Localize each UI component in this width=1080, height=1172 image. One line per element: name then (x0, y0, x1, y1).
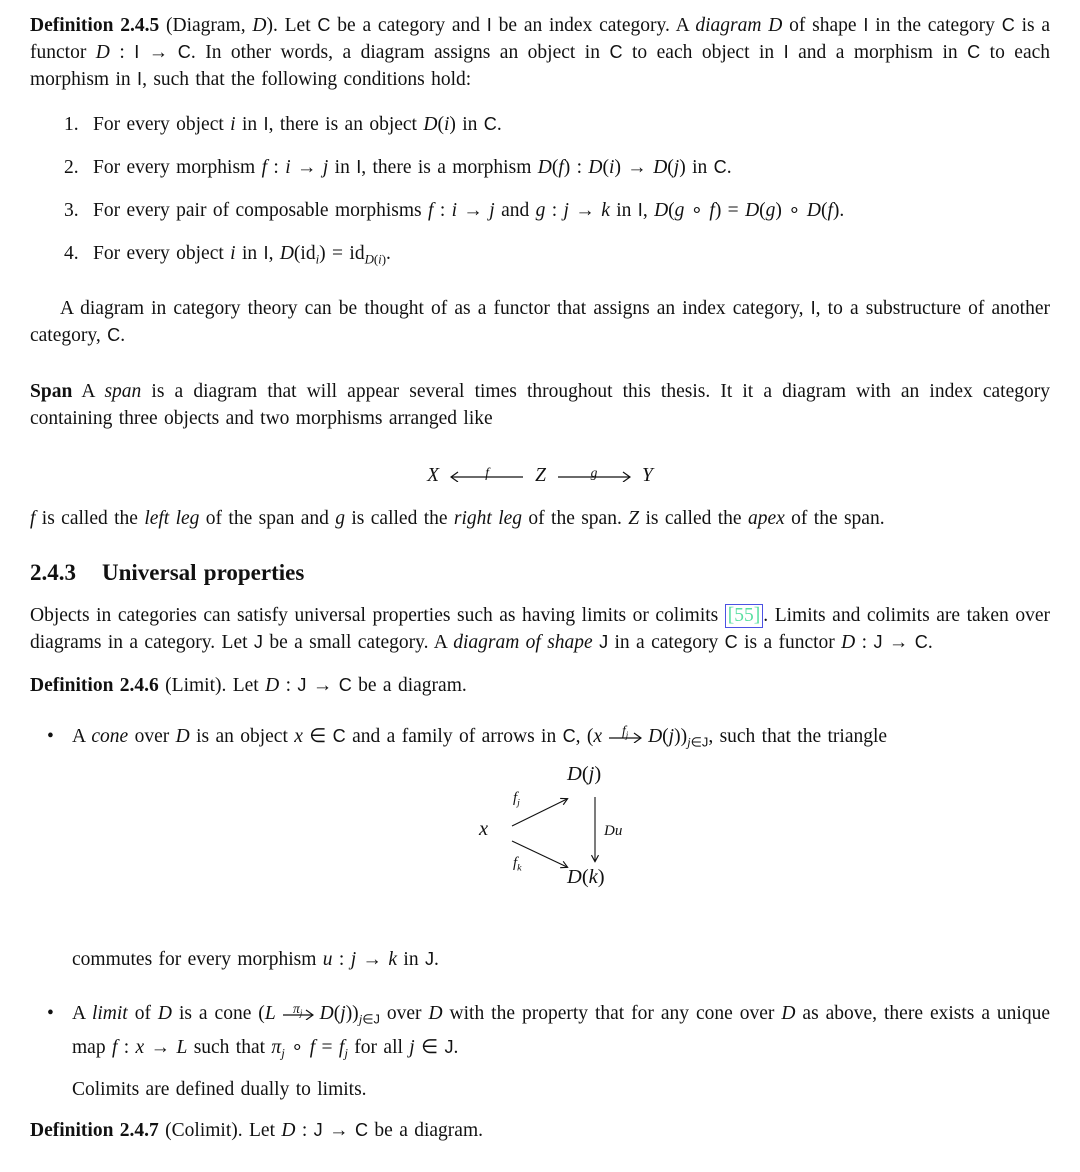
text-segment: in (397, 949, 425, 970)
text-segment: Z (535, 464, 546, 486)
text-segment: u (614, 823, 623, 839)
text-segment: For every pair of composable morphisms (93, 200, 429, 221)
text-segment: → (306, 674, 339, 696)
text-segment: ) (594, 763, 602, 785)
text-segment: L (176, 1036, 188, 1058)
text-segment: For every object (93, 243, 231, 264)
text-segment: j (625, 730, 629, 741)
text-segment: f (30, 507, 36, 529)
text-segment: . (726, 157, 732, 178)
text-segment: D (95, 42, 110, 63)
text-segment: k (517, 862, 522, 874)
text-segment: ) in (449, 114, 484, 135)
citation-link-55[interactable]: [55] (725, 604, 764, 628)
text-segment: → (144, 1036, 177, 1058)
text-segment: of the span. (522, 507, 629, 529)
span-formula (427, 465, 653, 486)
text-segment: span (104, 380, 142, 402)
text-segment: ) → (614, 157, 654, 178)
text-segment: J (599, 631, 609, 652)
text-segment: f (621, 723, 626, 739)
text-segment: , (268, 243, 280, 264)
text-segment: π (293, 1000, 300, 1016)
text-segment: C (562, 725, 576, 746)
text-segment: ( (333, 1003, 341, 1024)
text-segment: D (279, 243, 294, 264)
text-segment: L (264, 1003, 276, 1024)
bullet-marker: • (47, 725, 54, 747)
text-segment: ∈ (690, 735, 702, 749)
text-segment: )) (674, 725, 688, 747)
text-segment: ) : (563, 157, 589, 178)
text-segment: of shape (782, 15, 864, 36)
text-segment: D (654, 200, 669, 221)
list-item-number: 2. (64, 157, 79, 178)
text-segment: is called the (35, 507, 145, 529)
text-segment: , ( (575, 725, 594, 747)
span-display-equation (30, 446, 1050, 490)
left-leg-arrow (450, 463, 524, 490)
text-segment: C (317, 15, 331, 35)
text-segment: j (668, 725, 675, 747)
text-segment: f (338, 1036, 345, 1058)
text-segment: . (386, 243, 391, 264)
text-segment: ∈ (362, 1012, 374, 1027)
text-segment: A (72, 725, 92, 747)
text-segment: → (290, 157, 323, 178)
text-segment: f (709, 200, 715, 221)
text-segment: j (563, 200, 569, 221)
list-item-text (93, 111, 1050, 138)
text-segment: → (356, 949, 389, 970)
paragraph-definition-2-4-7 (30, 1117, 1050, 1144)
text-segment: j (517, 797, 520, 809)
text-segment: : (279, 674, 298, 696)
text-segment: for all (347, 1036, 410, 1058)
text-segment: D (567, 866, 582, 888)
text-segment: Colimits are defined dually to limits. (72, 1079, 367, 1100)
list-item (30, 240, 1050, 274)
text-segment: I (486, 15, 492, 35)
text-segment: is a functor (30, 15, 1051, 63)
text-segment: J (253, 631, 263, 652)
list-item-text (93, 240, 1050, 274)
text-segment: of the span. (784, 507, 885, 529)
text-segment: i (443, 114, 450, 135)
section-number: 2.4.3 (30, 559, 76, 585)
text-segment: . Limits and colimits are taken over diagrams in a category. Let (30, 604, 1050, 653)
text-segment: , there is a morphism (361, 157, 538, 178)
text-segment: D (423, 114, 438, 135)
text-segment: Y (641, 464, 653, 486)
text-segment: I (263, 243, 269, 263)
text-segment: ). Let (266, 15, 318, 36)
text-segment: cone (91, 725, 129, 747)
text-segment: D (653, 157, 668, 178)
text-segment: A diagram in category theory can be thought of as a functor that assigns an index category, (60, 297, 811, 319)
text-segment: is a cone ( (172, 1003, 265, 1024)
text-segment: j (340, 1003, 346, 1024)
paragraph-universal-properties (30, 602, 1050, 656)
text-segment: Objects in categories can satisfy universal properties such as having limits or colimits (30, 604, 725, 626)
text-segment: j (358, 1012, 363, 1027)
text-segment: ( (820, 200, 828, 221)
text-segment: is an object (189, 725, 295, 747)
limit-bullet-item (30, 1000, 1050, 1067)
list-item (30, 111, 1050, 138)
list-item (30, 197, 1050, 224)
text-segment: j (281, 1046, 285, 1060)
text-segment: ( (437, 114, 444, 135)
text-segment: D (806, 200, 821, 221)
text-segment: in (235, 243, 264, 264)
cone-definition-text (72, 723, 1050, 757)
text-segment: i (230, 243, 236, 264)
text-segment: I (783, 42, 789, 62)
text-segment: D (281, 1120, 296, 1141)
text-segment: D (745, 200, 760, 221)
text-segment: ( (602, 157, 610, 178)
text-segment: left leg (144, 507, 200, 529)
text-segment: to each morphism in (30, 42, 1051, 90)
text-segment: in (328, 157, 357, 178)
text-segment: commutes for every morphism (72, 949, 323, 970)
text-segment: : (332, 949, 351, 970)
text-segment: f (558, 157, 564, 178)
text-segment: ) ∘ (775, 200, 807, 221)
text-segment: )) (345, 1003, 359, 1024)
text-segment: f (261, 157, 268, 178)
text-segment: k (601, 200, 610, 221)
list-item (30, 154, 1050, 181)
paragraph-commutes (72, 946, 1050, 973)
text-segment: (Diagram, (166, 15, 253, 36)
text-segment: k (588, 866, 598, 888)
text-segment: ) (381, 252, 387, 267)
text-segment: X (427, 464, 440, 486)
diagram-arrows (455, 766, 675, 916)
text-segment: f (513, 790, 518, 806)
text-segment: . (927, 631, 933, 653)
paragraph-span-legs (30, 505, 1050, 532)
text-segment: be a diagram. (351, 674, 467, 696)
text-segment: : (433, 200, 452, 221)
text-segment: and a family of arrows in (345, 725, 563, 747)
text-segment: is called the (639, 507, 748, 529)
text-segment: . (496, 114, 502, 135)
text-segment: D (567, 763, 582, 785)
list-item-text (93, 197, 1050, 224)
text-segment: ( (581, 866, 589, 888)
text-segment: ( (373, 252, 379, 267)
text-segment: → (568, 200, 602, 221)
text-segment: in a category (608, 631, 725, 653)
text-segment: C (967, 42, 981, 62)
text-segment: j (409, 1036, 415, 1058)
text-segment: . In other words, a diagram assigns an object in (190, 42, 610, 63)
text-segment: is a functor (737, 631, 842, 653)
text-segment: , (642, 200, 655, 221)
text-segment: in (235, 114, 264, 135)
text-segment: and (494, 200, 536, 221)
text-segment: : (109, 42, 135, 63)
text-segment: g (590, 465, 598, 480)
text-segment: ) = id (319, 243, 365, 264)
text-segment: j (299, 1008, 303, 1019)
text-segment: A (72, 1003, 92, 1024)
text-segment: I (134, 42, 140, 62)
diagram-node-x (479, 817, 488, 841)
text-segment: ( (581, 763, 589, 785)
text-segment: ) = (714, 200, 746, 221)
list-item-text (93, 154, 1050, 181)
text-segment: D (265, 674, 280, 696)
text-segment: of (127, 1003, 158, 1024)
text-segment: J (444, 1036, 454, 1057)
text-segment: as above, there exists a unique map (72, 1003, 1051, 1058)
list-item-number: 3. (64, 200, 79, 221)
text-segment: J (373, 1011, 380, 1027)
text-segment: C (338, 674, 352, 695)
text-segment: : (295, 1120, 314, 1141)
paragraph-definition-2-4-5 (30, 12, 1050, 93)
text-segment: → (322, 1120, 355, 1141)
text-segment: u (322, 949, 333, 970)
text-segment: For every object (93, 114, 231, 135)
text-segment: j (673, 157, 680, 178)
text-segment: i (285, 157, 291, 178)
text-segment: J (313, 1120, 323, 1140)
text-segment: , such that the following conditions hold: (142, 69, 472, 90)
bullet-marker: • (47, 1003, 54, 1024)
text-segment: : (267, 157, 286, 178)
text-segment: i (609, 157, 615, 178)
text-segment: and a morphism in (788, 42, 968, 63)
list-item-number: 1. (64, 114, 79, 135)
pij-arrow (282, 1001, 314, 1028)
text-segment: Definition 2.4.6 (30, 674, 166, 696)
right-leg-arrow (557, 463, 631, 490)
text-segment: x (294, 725, 303, 747)
text-segment: diagram D (695, 15, 783, 36)
text-segment: i (230, 114, 236, 135)
text-segment: to each object in (622, 42, 784, 63)
paragraph-definition-2-4-6 (30, 672, 1050, 699)
text-segment: C (1001, 15, 1015, 35)
fj-arrow (608, 724, 642, 751)
text-segment: over (128, 725, 176, 747)
diagram-edge-label-Du (604, 824, 622, 839)
text-segment: x (593, 725, 603, 747)
text-segment: such that (187, 1036, 272, 1058)
text-segment: I (637, 200, 643, 220)
cone-commutative-diagram (455, 763, 675, 916)
text-segment: C (609, 42, 623, 62)
text-segment: x (479, 818, 489, 840)
text-segment: D (157, 1003, 172, 1024)
text-segment: D (588, 157, 603, 178)
text-segment: → (882, 631, 915, 653)
text-segment: in (609, 200, 638, 221)
text-segment: f (513, 855, 518, 871)
text-segment: C (724, 631, 738, 652)
text-segment: ∘ (284, 1036, 310, 1058)
text-segment: ) in (679, 157, 714, 178)
text-segment: , such that the triangle (708, 725, 888, 747)
text-segment: → (457, 200, 490, 221)
text-segment: over (379, 1003, 429, 1024)
text-segment: , there is an object (268, 114, 424, 135)
text-segment: f (309, 1036, 316, 1058)
text-segment: . (120, 324, 126, 346)
paragraph-span (30, 378, 1050, 432)
text-segment: Definition 2.4.7 (30, 1120, 166, 1141)
text-segment: . (434, 949, 439, 970)
text-segment: j (489, 200, 495, 221)
text-segment: ( (667, 157, 674, 178)
paragraph-diagram-intuition (30, 295, 1050, 349)
text-segment: Span (30, 380, 73, 402)
text-segment: k (388, 949, 398, 970)
text-segment: j (322, 157, 329, 178)
text-segment: ∈ (302, 725, 333, 747)
text-segment: C (354, 1120, 369, 1140)
text-segment: i (378, 252, 382, 267)
text-segment: A (72, 380, 105, 402)
text-segment: D (648, 725, 663, 747)
text-segment: π (271, 1036, 282, 1058)
text-segment: C (177, 42, 191, 62)
text-segment: ( (551, 157, 559, 178)
text-segment: (Limit). Let (165, 674, 266, 696)
text-segment: → (139, 42, 178, 63)
list-item-number: 4. (64, 243, 79, 264)
text-segment: f (111, 1036, 118, 1058)
text-segment: I (863, 15, 869, 35)
text-segment: J (297, 674, 307, 695)
diagram-edge-label-fj (513, 791, 520, 808)
diagram-node-D-j (567, 762, 601, 786)
text-segment: Z (628, 507, 640, 529)
text-segment: D (841, 631, 856, 653)
text-segment: , to a substructure of another category, (30, 297, 1050, 346)
text-segment: be a diagram. (368, 1120, 483, 1141)
text-segment: x (135, 1036, 145, 1058)
text-segment: be a small category. A (262, 631, 454, 653)
text-segment: D (319, 1003, 334, 1024)
text-segment: ( (668, 200, 675, 221)
text-segment: D (537, 157, 552, 178)
text-segment: D (252, 15, 267, 36)
text-segment: For every morphism (93, 157, 262, 178)
text-segment: : (855, 631, 874, 653)
text-segment: limit (91, 1003, 128, 1024)
text-segment: J (424, 949, 435, 969)
text-segment: f (827, 200, 833, 221)
text-segment: I (356, 157, 362, 177)
text-segment: g (335, 507, 346, 529)
text-segment: D (781, 1003, 796, 1024)
text-segment: j (687, 735, 691, 749)
text-segment: i (315, 252, 320, 267)
section-title: Universal properties (102, 559, 305, 585)
text-segment: f (485, 465, 489, 480)
section-heading-2-4-3 (30, 558, 1050, 588)
text-segment: J (873, 631, 883, 652)
diagram-node-D-k (567, 865, 605, 889)
text-segment: ∈ (414, 1036, 445, 1058)
text-segment: C (483, 114, 497, 134)
text-segment: I (263, 114, 269, 134)
text-segment: D (428, 1003, 443, 1024)
diagram-conditions-list (30, 111, 1050, 274)
text-segment: g (674, 200, 685, 221)
text-segment: I (137, 69, 143, 89)
text-segment: f (428, 200, 434, 221)
text-segment: ) (597, 866, 605, 888)
text-segment: in the category (868, 15, 1002, 36)
text-segment: I (810, 297, 816, 318)
text-segment: i (451, 200, 458, 221)
text-segment: : (545, 200, 564, 221)
text-segment: C (332, 725, 346, 746)
text-segment: g (535, 200, 546, 221)
text-segment: ( (759, 200, 766, 221)
text-segment: with the property that for any cone over (442, 1003, 782, 1024)
text-segment: . (453, 1036, 459, 1058)
text-segment: Definition 2.4.5 (30, 15, 166, 36)
paragraph-colimits-dual (72, 1076, 1050, 1103)
text-segment: (id (293, 243, 316, 264)
text-segment: : (117, 1036, 136, 1058)
text-segment: j (350, 949, 357, 970)
text-segment: of the span and (199, 507, 336, 529)
text-segment: D (364, 252, 374, 267)
text-segment: be a category and (330, 15, 487, 36)
text-segment: j (344, 1046, 348, 1060)
text-segment: ∘ (684, 200, 710, 221)
limit-definition-text (72, 1000, 1050, 1067)
text-segment: right leg (453, 507, 523, 529)
text-segment: j (588, 763, 595, 785)
text-segment: is called the (345, 507, 454, 529)
text-segment: C (914, 631, 928, 652)
text-segment: (Colimit). Let (165, 1120, 282, 1141)
text-segment: g (765, 200, 776, 221)
cone-bullet-item (30, 723, 1050, 757)
text-segment: ( (662, 725, 669, 747)
text-segment: = (315, 1036, 339, 1058)
text-segment: diagram of shape (453, 631, 593, 653)
text-segment: C (713, 157, 727, 177)
text-segment: J (701, 734, 709, 749)
text-segment: D (175, 725, 190, 747)
diagram-edge-label-fk (513, 856, 522, 873)
text-segment: is a diagram that will appear several times throughout this thesis. It it a diagram with an index category containing three objects and two morphisms arranged like (30, 380, 1050, 429)
text-segment: be an index category. A (491, 15, 696, 36)
text-segment: ). (832, 200, 845, 221)
text-segment: D (604, 823, 615, 839)
text-segment: C (107, 324, 121, 345)
text-segment: apex (747, 507, 785, 529)
